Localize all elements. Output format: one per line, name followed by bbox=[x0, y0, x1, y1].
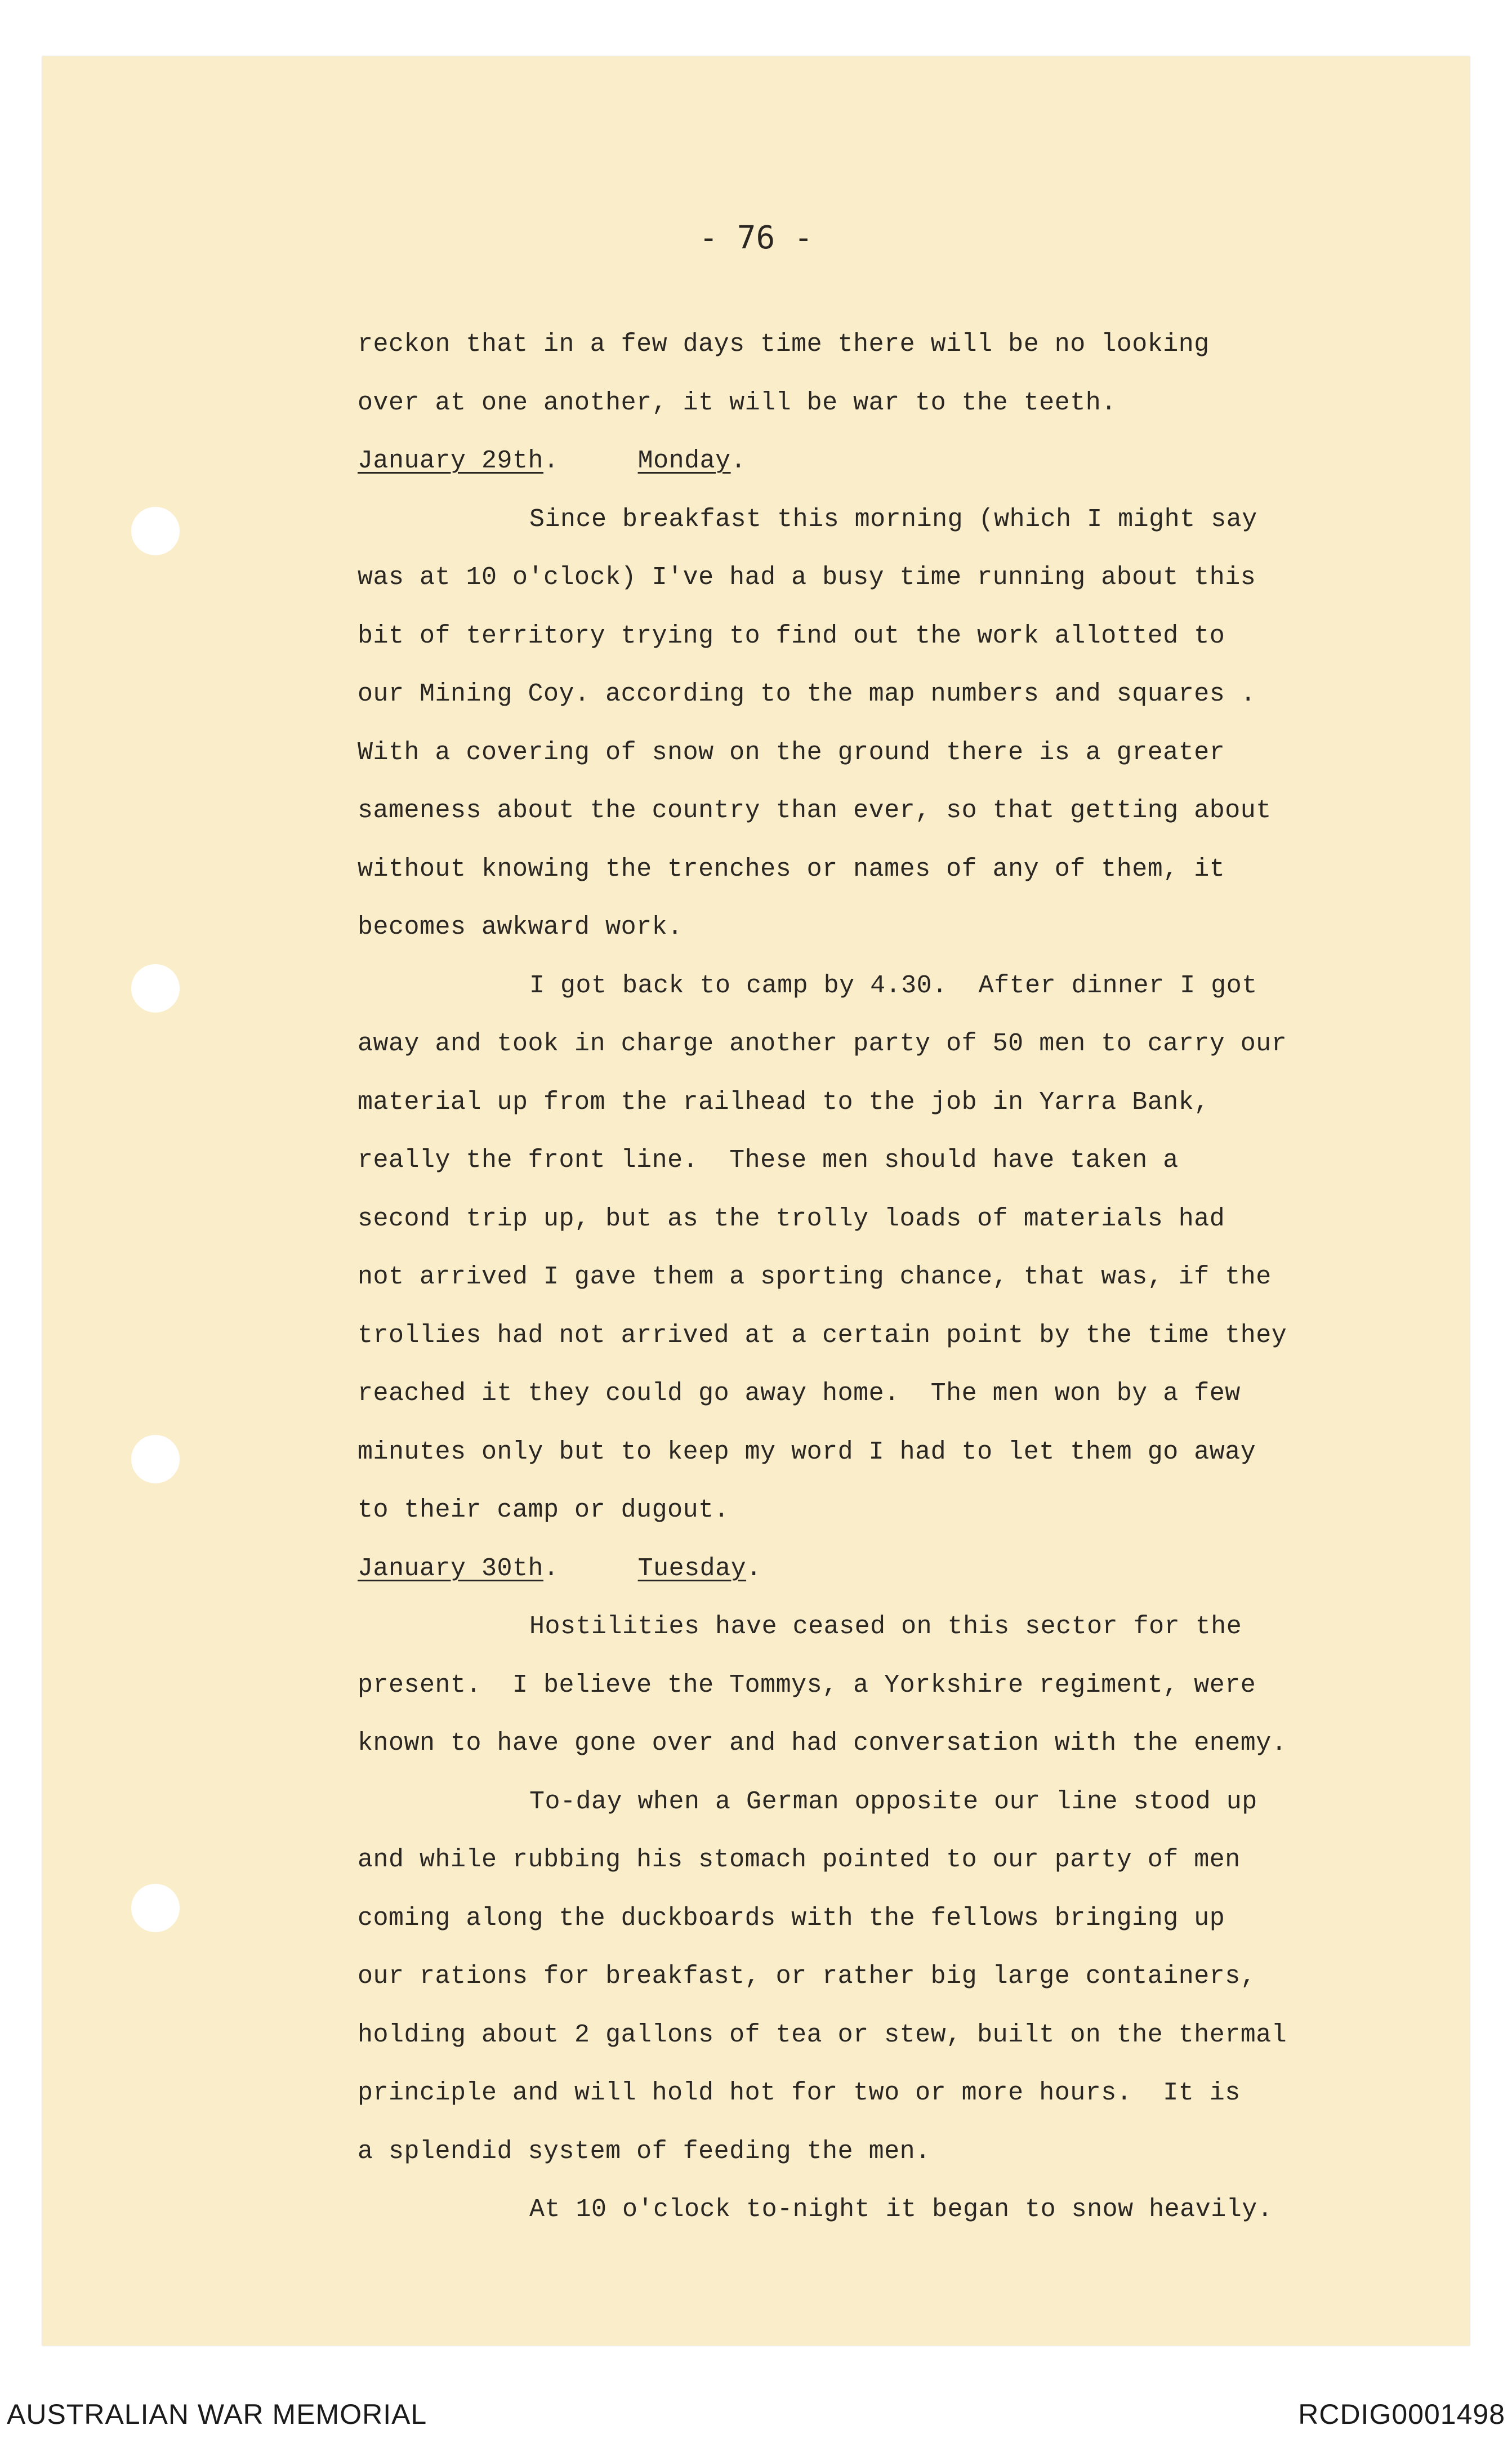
text-line: sameness about the country than ever, so that getting about bbox=[358, 796, 1272, 825]
page-number: - 76 - bbox=[699, 220, 813, 256]
text-line: present. I believe the Tommys, a Yorkshire regiment, were bbox=[358, 1670, 1256, 1700]
text-line: holding about 2 gallons of tea or stew, built on the thermal bbox=[358, 2020, 1287, 2049]
text-line: was at 10 o'clock) I've had a busy time running about this bbox=[358, 563, 1256, 592]
punch-hole bbox=[131, 964, 180, 1013]
text-line: to their camp or dugout. bbox=[358, 1496, 730, 1524]
punch-hole bbox=[131, 1884, 180, 1932]
paragraph-first-line: At 10 o'clock to-night it began to snow heavily. bbox=[529, 2195, 1273, 2224]
text-line: trollies had not arrived at a certain point by the time they bbox=[358, 1321, 1287, 1350]
text-line: our rations for breakfast, or rather big large containers, bbox=[358, 1962, 1256, 1991]
paragraph-first-line: To-day when a German opposite our line stood up bbox=[529, 1787, 1257, 1816]
text-line: bit of territory trying to find out the work allotted to bbox=[358, 621, 1225, 650]
paragraph-first-line: Hostilities have ceased on this sector for the bbox=[529, 1612, 1242, 1641]
punch-hole bbox=[131, 1435, 180, 1483]
entry-weekday: Tuesday bbox=[637, 1554, 747, 1583]
text-line: principle and will hold hot for two or more hours. It is bbox=[358, 2079, 1241, 2107]
entry-weekday: Monday bbox=[637, 447, 731, 475]
entry-heading: January 30th. Tuesday. bbox=[358, 1554, 762, 1583]
entry-heading: January 29th. Monday. bbox=[358, 447, 747, 475]
text-line: becomes awkward work. bbox=[358, 913, 683, 942]
paragraph-first-line: I got back to camp by 4.30. After dinner I got bbox=[529, 971, 1257, 1000]
text-line: really the front line. These men should have taken a bbox=[358, 1146, 1179, 1175]
body-text bbox=[358, 315, 1456, 2239]
text-line: away and took in charge another party of 50 men to carry our bbox=[358, 1029, 1287, 1058]
typed-page bbox=[42, 56, 1470, 2346]
paragraph-first-line: Since breakfast this morning (which I might say bbox=[529, 505, 1257, 534]
text-line: not arrived I gave them a sporting chance, that was, if the bbox=[358, 1263, 1272, 1291]
footer-archive-name: AUSTRALIAN WAR MEMORIAL bbox=[7, 2399, 427, 2430]
text-line: our Mining Coy. according to the map numbers and squares . bbox=[358, 680, 1256, 708]
text-line: second trip up, but as the trolly loads of materials had bbox=[358, 1204, 1225, 1233]
footer-record-id: RCDIG0001498 bbox=[1298, 2399, 1505, 2430]
text-line: without knowing the trenches or names of any of them, it bbox=[358, 854, 1225, 884]
punch-hole bbox=[131, 507, 180, 555]
text-line: material up from the railhead to the job in Yarra Bank, bbox=[358, 1087, 1210, 1117]
text-line: minutes only but to keep my word I had to let them go away bbox=[358, 1437, 1256, 1466]
text-line: reckon that in a few days time there will be no looking bbox=[358, 330, 1210, 359]
entry-date: January 30th bbox=[358, 1554, 544, 1583]
text-line: coming along the duckboards with the fellows bringing up bbox=[358, 1903, 1225, 1933]
text-line: a splendid system of feeding the men. bbox=[358, 2137, 931, 2166]
text-line: reached it they could go away home. The men won by a few bbox=[358, 1379, 1241, 1408]
text-line: known to have gone over and had conversation with the enemy. bbox=[358, 1729, 1287, 1758]
text-line: and while rubbing his stomach pointed to our party of men bbox=[358, 1845, 1241, 1874]
entry-date: January 29th bbox=[358, 447, 544, 475]
text-line: With a covering of snow on the ground there is a greater bbox=[358, 738, 1225, 767]
text-line: over at one another, it will be war to the teeth. bbox=[358, 388, 1117, 417]
